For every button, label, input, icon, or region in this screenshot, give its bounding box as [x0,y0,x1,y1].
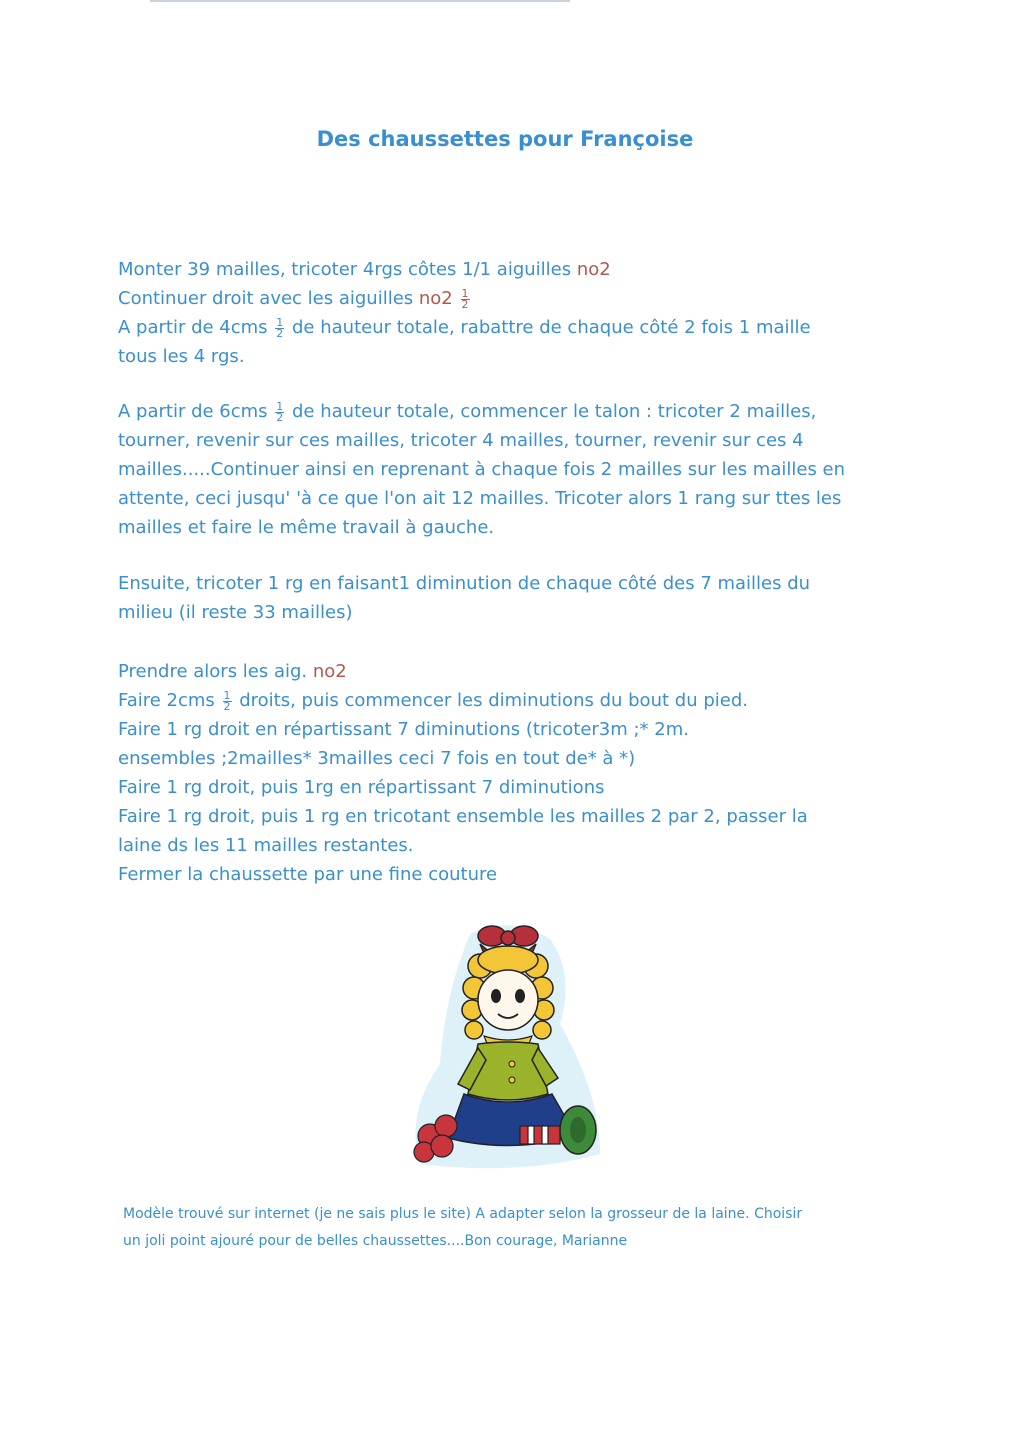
instruction-line: Faire 1 rg droit, puis 1rg en répartissant 7 diminutions [118,777,605,798]
fraction-half: $\frac{1}{2}$ [276,399,284,424]
needle-size: no2 [312,661,347,682]
instruction-line: mailles.....Continuer ainsi en reprenant à chaque fois 2 mailles sur les mailles en [118,459,846,480]
instruction-line: Continuer droit avec les aiguilles no2 $\frac{1}{2}$ [118,286,469,311]
fraction-half: $\frac{1}{2}$ [223,688,231,713]
instructions-heel [118,397,888,542]
instructions-toe [118,657,888,889]
instruction-line: mailles et faire le même travail à gauche. [118,517,495,538]
instruction-line: Ensuite, tricoter 1 rg en faisant1 diminution de chaque côté des 7 mailles du [118,573,811,594]
instruction-line: Faire 1 rg droit, puis 1 rg en tricotant ensemble les mailles 2 par 2, passer la [118,806,808,827]
fraction-half: $\frac{1}{2}$ [461,286,469,311]
footer-note [123,1201,923,1255]
footer-line: Modèle trouvé sur internet (je ne sais plus le site) A adapter selon la grosseur de la laine. Choisir [123,1206,803,1222]
instruction-line: A partir de 4cms $\frac{1}{2}$ de hauteur totale, rabattre de chaque côté 2 fois 1 maille [118,315,811,340]
instruction-line: Faire 2cms $\frac{1}{2}$ droits, puis commencer les diminutions du bout du pied. [118,688,748,713]
instruction-line: tous les 4 rgs. [118,346,245,367]
needle-size: no2 [576,259,611,280]
instruction-line: Faire 1 rg droit en répartissant 7 diminutions (tricoter3m ;* 2m. [118,719,689,740]
footer-line: un joli point ajouré pour de belles chaussettes....Bon courage, Marianne [123,1233,628,1249]
fraction-half: $\frac{1}{2}$ [276,315,284,340]
instruction-line: laine ds les 11 mailles restantes. [118,835,414,856]
instruction-line: Prendre alors les aig. no2 [118,661,347,682]
instructions-decrease [118,569,888,627]
instruction-line: milieu (il reste 33 mailles) [118,602,353,623]
instruction-line: A partir de 6cms $\frac{1}{2}$ de hauteur totale, commencer le talon : tricoter 2 mailles, [118,399,817,424]
doll-illustration [400,914,620,1184]
page-title: Des chaussettes pour Françoise [316,127,694,151]
instructions-cast-on [118,255,888,371]
instruction-line: ensembles ;2mailles* 3mailles ceci 7 fois en tout de* à *) [118,748,636,769]
instruction-line: tourner, revenir sur ces mailles, tricoter 4 mailles, tourner, revenir sur ces 4 [118,430,804,451]
instruction-line: attente, ceci jusqu' 'à ce que l'on ait 12 mailles. Tricoter alors 1 rang sur ttes les [118,488,842,509]
needle-size: no2 [418,288,453,309]
instruction-line: Fermer la chaussette par une fine couture [118,864,498,885]
scan-edge [150,0,570,2]
instruction-line: Monter 39 mailles, tricoter 4rgs côtes 1/1 aiguilles no2 [118,259,611,280]
